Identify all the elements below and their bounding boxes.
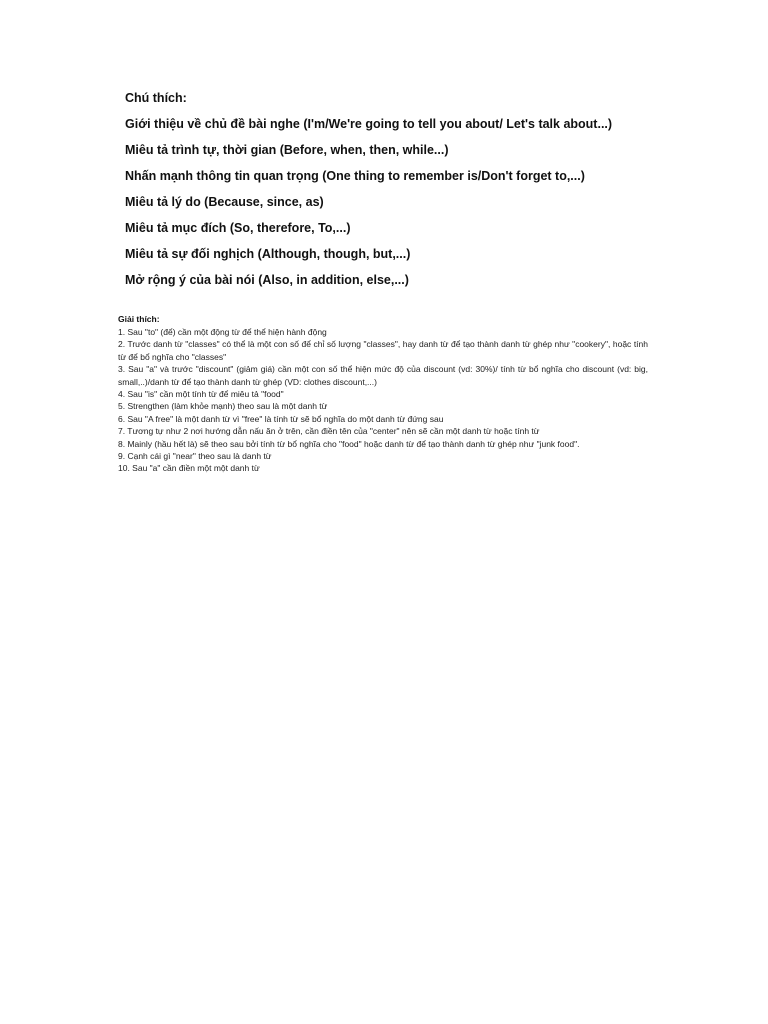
explanation-section [118, 313, 648, 475]
explanation-item-5: 5. Strengthen (làm khỏe mạnh) theo sau là một danh từ [118, 401, 328, 412]
legend-section [125, 90, 725, 298]
explanation-item-10: 10. Sau "a" cần điền một một danh từ [118, 463, 260, 474]
explanation-item-4: 4. Sau "is" cần một tính từ để miêu tả "food" [118, 389, 284, 400]
explanation-item-9: 9. Cạnh cái gì "near" theo sau là danh từ [118, 451, 272, 462]
explanation-item-3: 3. Sau "a" và trước "discount" (giảm giá) cần một con số thể hiện mức độ của discount (vd: 30%)/ tính từ bổ nghĩa cho discount (vd: big, small,..)/danh từ để tạo thành danh từ ghép (VD: clothes discount,...) [118, 364, 648, 387]
explanation-item-1: 1. Sau "to" (để) cần một động từ để thể hiện hành động [118, 327, 327, 337]
legend-item-intro: Giới thiệu về chủ đề bài nghe (I'm/We're going to tell you about/ Let's talk about...) [125, 117, 613, 131]
legend-item-emphasis: Nhấn mạnh thông tin quan trọng (One thing to remember is/Don't forget to,...) [125, 169, 585, 183]
legend-item-purpose: Miêu tả mục đích (So, therefore, To,...) [125, 221, 351, 235]
legend-item-reason: Miêu tả lý do (Because, since, as) [125, 195, 324, 209]
legend-item-sequence: Miêu tả trình tự, thời gian (Before, when, then, while...) [125, 143, 449, 157]
legend-item-extension: Mở rộng ý của bài nói (Also, in addition, else,...) [125, 273, 409, 287]
explanation-item-2: 2. Trước danh từ "classes" có thể là một con số để chỉ số lượng "classes", hay danh từ để tạo thành danh từ ghép như "cookery", hoặc tính từ để bổ nghĩa cho "classes" [118, 339, 648, 362]
legend-title: Chú thích: [125, 91, 187, 105]
legend-item-contrast: Miêu tả sự đối nghịch (Although, though, but,...) [125, 247, 411, 261]
explanation-item-6: 6. Sau "A free" là một danh từ vì "free" là tính từ sẽ bổ nghĩa do một danh từ đứng sau [118, 413, 444, 424]
explanation-title: Giải thích: [118, 314, 160, 324]
explanation-item-8: 8. Mainly (hầu hết là) sẽ theo sau bởi tính từ bổ nghĩa cho "food" hoặc danh từ để tạo thành danh từ ghép như "junk food". [118, 438, 580, 449]
explanation-item-7: 7. Tương tự như 2 nơi hướng dẫn nấu ăn ở trên, cần điền tên của "center" nên sẽ cần một danh từ hoặc tính từ [118, 426, 540, 437]
